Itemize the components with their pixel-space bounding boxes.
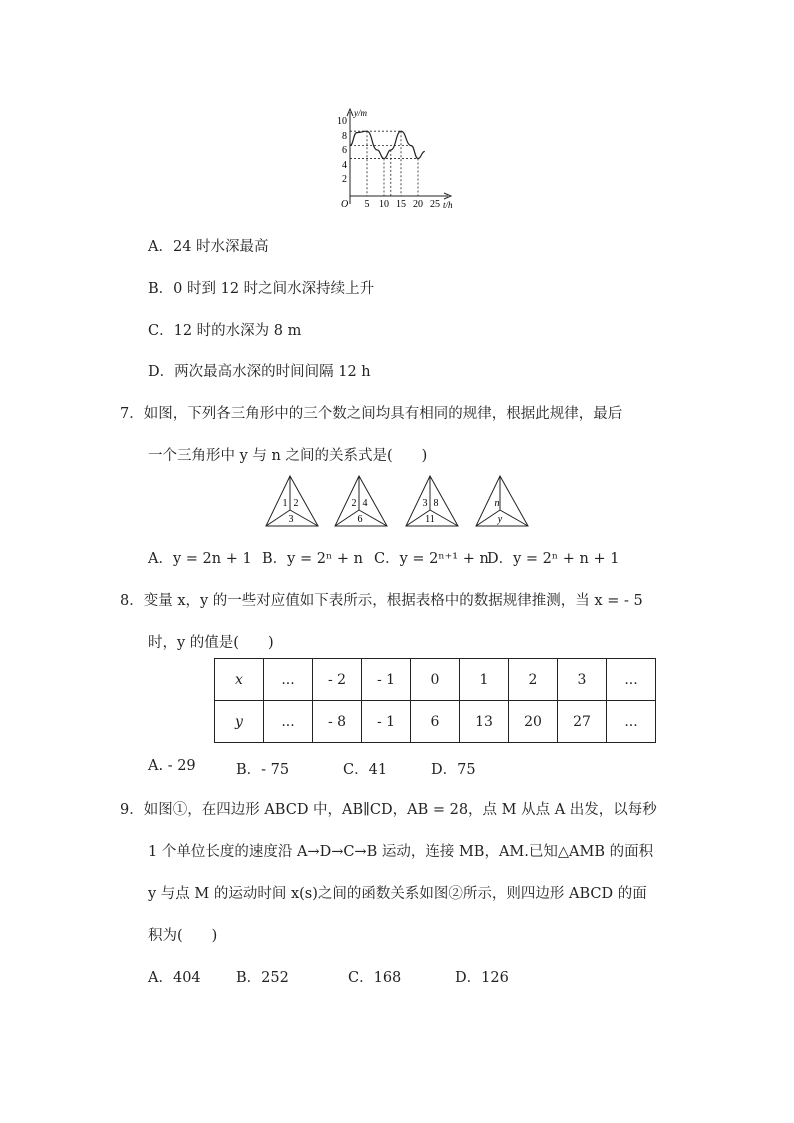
table-cell: ... (607, 659, 656, 701)
table-cell: ... (264, 659, 313, 701)
pattern-triangles (262, 474, 542, 532)
water-depth-graph (330, 104, 460, 210)
q7-option-d[interactable]: D．y = 2ⁿ + n + 1 (487, 551, 620, 567)
y-tick-label: 6 (342, 145, 347, 156)
q8-question-line1: 8．变量 x，y 的一些对应值如下表所示，根据表格中的数据规律推测，当 x = - 5 (120, 593, 643, 609)
triangle-4-right: n (494, 498, 500, 509)
triangle-2-left: 2 (351, 498, 357, 509)
q7-option-c[interactable]: C．y = 2ⁿ⁺¹ + n (374, 551, 489, 567)
y-tick-label: 10 (337, 116, 347, 127)
table-cell: - 2 (313, 659, 362, 701)
triangle-2-right: 4 (362, 498, 368, 509)
triangle-2-bottom: 6 (357, 514, 363, 525)
q6-option-d[interactable]: D．两次最高水深的时间间隔 12 h (148, 364, 371, 380)
q8-option-c[interactable]: C．41 (343, 762, 388, 778)
table-cell: 2 (509, 659, 558, 701)
q7-question-line1: 7．如图，下列各三角形中的三个数之间均具有相同的规律，根据此规律，最后 (120, 406, 623, 422)
table-cell: 20 (509, 701, 558, 743)
triangle-1-bottom: 3 (288, 514, 294, 525)
table-cell: y (215, 701, 264, 743)
table-cell: - 1 (362, 701, 411, 743)
q7-question-line2: 一个三角形中 y 与 n 之间的关系式是( ) (148, 448, 428, 464)
x-tick-label: 5 (364, 199, 370, 210)
q6-option-a[interactable]: A．24 时水深最高 (148, 239, 269, 255)
depth-curve (350, 131, 425, 158)
x-tick-label: 10 (379, 199, 389, 210)
q8-question-line2: 时，y 的值是( ) (148, 635, 274, 651)
q7-option-a[interactable]: A．y = 2n + 1 (148, 551, 252, 567)
table-cell: - 1 (362, 659, 411, 701)
table-cell: 0 (411, 659, 460, 701)
triangle-3-bottom: 11 (425, 514, 435, 525)
x-row (215, 659, 656, 701)
x-axis-label: t/h (443, 200, 453, 210)
q9-question-line2: 1 个单位长度的速度沿 A→D→C→B 运动，连接 MB，AM.已知△AMB 的面积 (148, 844, 654, 860)
table-cell: ... (264, 701, 313, 743)
triangle-4-bottom: y (497, 514, 503, 525)
q9-option-d[interactable]: D．126 (455, 970, 509, 986)
q9-question-line3: y 与点 M 的运动时间 x(s)之间的函数关系如图②所示，则四边形 ABCD 的面 (148, 886, 647, 902)
table-cell: 13 (460, 701, 509, 743)
triangle-3-left: 3 (422, 498, 428, 509)
q9-question-line1: 9．如图①，在四边形 ABCD 中，AB∥CD，AB = 28，点 M 从点 A 出发，以每秒 (120, 802, 657, 818)
q6-option-c[interactable]: C．12 时的水深为 8 m (148, 323, 302, 339)
q8-option-a[interactable]: A. - 29 (148, 758, 196, 774)
q6-option-b[interactable]: B．0 时到 12 时之间水深持续上升 (148, 281, 375, 297)
triangle-1-left: 1 (282, 498, 288, 509)
y-row (215, 701, 656, 743)
table-cell: 3 (558, 659, 607, 701)
table-cell: 27 (558, 701, 607, 743)
q9-option-a[interactable]: A．404 (148, 970, 201, 986)
q9-option-c[interactable]: C．168 (348, 970, 402, 986)
x-tick-label: 25 (430, 199, 440, 210)
table-cell: x (215, 659, 264, 701)
triangle-3-right: 8 (433, 498, 439, 509)
q9-option-b[interactable]: B．252 (236, 970, 289, 986)
q8-option-d[interactable]: D．75 (431, 762, 476, 778)
table-cell: 6 (411, 701, 460, 743)
triangle-1-right: 2 (293, 498, 299, 509)
q7-option-b[interactable]: B．y = 2ⁿ + n (262, 551, 363, 567)
xy-value-table (214, 658, 656, 743)
y-axis-label: y/m (354, 108, 367, 118)
q8-option-b[interactable]: B．- 75 (236, 762, 290, 778)
y-tick-label: 2 (342, 174, 347, 185)
x-tick-label: 15 (396, 199, 406, 210)
origin-label: O (341, 199, 349, 210)
y-tick-label: 8 (342, 131, 347, 142)
y-tick-label: 4 (342, 160, 347, 171)
table-cell: 1 (460, 659, 509, 701)
table-cell: - 8 (313, 701, 362, 743)
table-cell: ... (607, 701, 656, 743)
q9-question-line4: 积为( ) (148, 928, 218, 944)
x-tick-label: 20 (413, 199, 423, 210)
